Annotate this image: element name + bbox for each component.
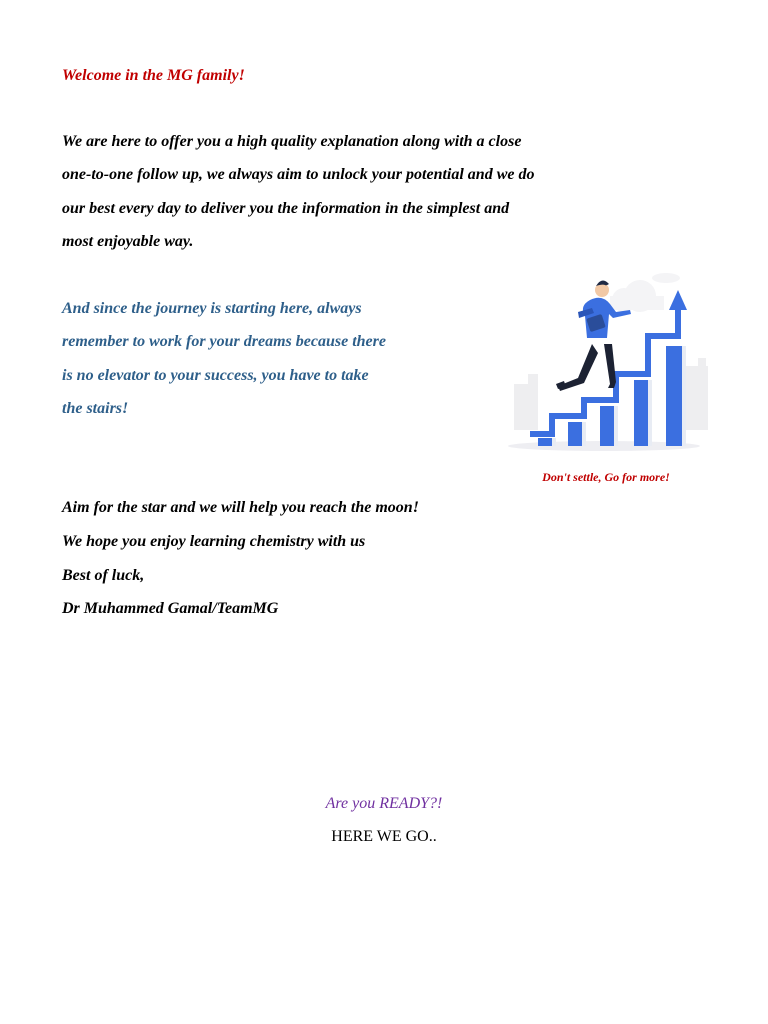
journey-line: And since the journey is starting here, always xyxy=(62,300,362,317)
closing-line: Best of luck, xyxy=(62,567,145,584)
journey-line: the stairs! xyxy=(62,400,129,417)
ready-text: Are you READY?! xyxy=(325,795,443,812)
here-we-go-text: HERE WE GO.. xyxy=(331,828,437,845)
intro-line: one-to-one follow up, we always aim to unlock your potential and we do xyxy=(62,166,535,183)
welcome-heading: Welcome in the MG family! xyxy=(62,67,245,84)
intro-line: We are here to offer you a high quality explanation along with a close xyxy=(62,133,522,150)
illustration-caption: Don't settle, Go for more! xyxy=(542,470,670,484)
intro-line: most enjoyable way. xyxy=(62,233,194,250)
signature: Dr Muhammed Gamal/TeamMG xyxy=(62,600,279,617)
journey-line: is no elevator to your success, you have to take xyxy=(62,367,369,384)
closing-line: We hope you enjoy learning chemistry with us xyxy=(62,533,366,550)
closing-line: Aim for the star and we will help you reach the moon! xyxy=(62,499,419,516)
intro-line: our best every day to deliver you the information in the simplest and xyxy=(62,200,510,217)
stairs-success-illustration xyxy=(500,266,712,462)
journey-line: remember to work for your dreams because there xyxy=(62,333,386,350)
